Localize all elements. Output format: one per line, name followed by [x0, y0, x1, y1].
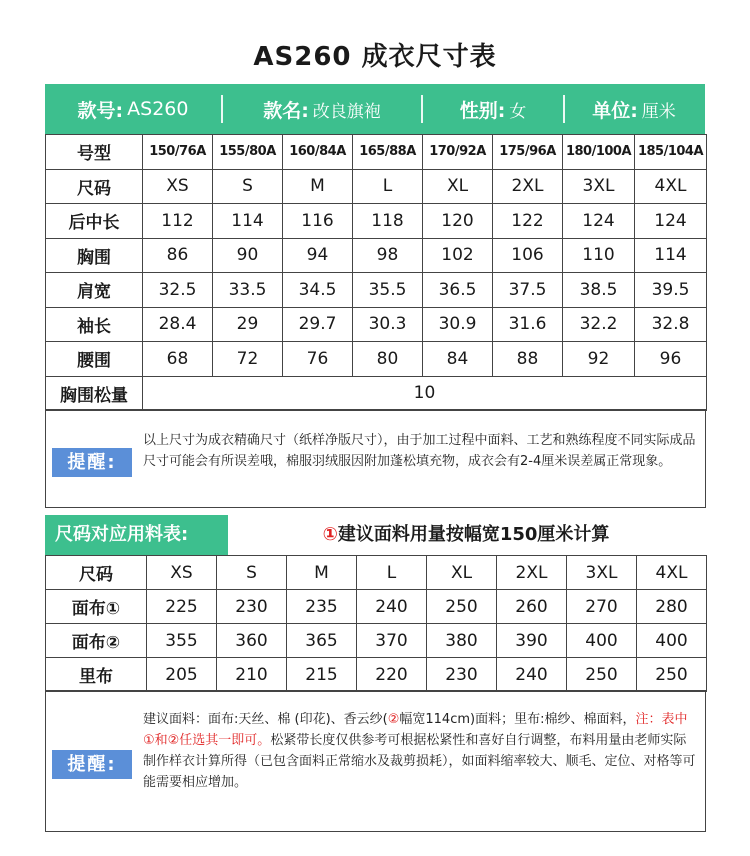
table-cell: 88 [493, 342, 563, 377]
tip2-red-note: 注：表中①和②任选其一即可。 [143, 712, 688, 748]
table-row [46, 169, 707, 204]
table-cell: 30.3 [353, 307, 423, 342]
tip1-text: 以上尺寸为成衣精确尺寸（纸样净版尺寸），由于加工过程中面料、工艺和熟练程度不同实际成品尺寸可能会有所误差哦，棉服羽绒服因附加蓬松填充物，成衣会有2-4厘米误差属正常现象。 [143, 433, 696, 469]
table-cell: 76 [283, 342, 353, 377]
fabric-note-circle: ① [322, 524, 338, 545]
row-label: 尺码 [46, 556, 147, 590]
tip2-text [143, 709, 698, 793]
row-label: 腰围 [46, 342, 143, 377]
table-row [46, 624, 707, 658]
table-cell: 33.5 [213, 273, 283, 308]
tip2-text-b: 幅宽114cm)面料；里布:棉纱、棉面料， [399, 712, 636, 727]
table-cell: 37.5 [493, 273, 563, 308]
table-cell: 90 [213, 238, 283, 273]
table-cell: 250 [427, 590, 497, 624]
table-cell: 92 [563, 342, 635, 377]
table-cell: 360 [217, 624, 287, 658]
tip2-label: 提醒: [52, 750, 132, 779]
table-cell: 270 [567, 590, 637, 624]
table-cell: 250 [637, 658, 707, 692]
size-table [45, 134, 707, 411]
table-cell: XL [423, 169, 493, 204]
table-cell: 355 [147, 624, 217, 658]
table-cell: 28.4 [143, 307, 213, 342]
tip2-text-c: 松紧带长度仅供参考可根据松紧性和喜好自行调整，布料用量由老师实际制作样衣计算所得（已包含面料正常缩水及裁剪损耗），如面料缩率较大、顺毛、定位、对格等可能需要相应增加。 [143, 733, 696, 790]
table-cell: XS [147, 556, 217, 590]
unit [565, 84, 703, 134]
table-cell: 250 [567, 658, 637, 692]
table-cell: 155/80A [213, 135, 283, 170]
table-cell: 4XL [635, 169, 707, 204]
divider [221, 95, 223, 123]
divider [421, 95, 423, 123]
table-cell: 106 [493, 238, 563, 273]
table-cell: 96 [635, 342, 707, 377]
table-cell: 34.5 [283, 273, 353, 308]
divider [563, 95, 565, 123]
page-title: AS260 成衣尺寸表 [253, 42, 497, 72]
row-label: 面布② [46, 624, 147, 658]
table-cell: 112 [143, 204, 213, 239]
table-cell: 4XL [637, 556, 707, 590]
table-cell: 39.5 [635, 273, 707, 308]
fabric-table [45, 555, 707, 692]
table-row [46, 556, 707, 590]
table-cell: M [287, 556, 357, 590]
table-cell: 365 [287, 624, 357, 658]
table-cell: 215 [287, 658, 357, 692]
table-cell: 32.8 [635, 307, 707, 342]
table-cell: 118 [353, 204, 423, 239]
table-cell: 210 [217, 658, 287, 692]
table-cell: 98 [353, 238, 423, 273]
table-cell: 370 [357, 624, 427, 658]
table-cell: 260 [497, 590, 567, 624]
table-cell: 280 [637, 590, 707, 624]
table-cell: 94 [283, 238, 353, 273]
table-cell: 36.5 [423, 273, 493, 308]
ease-value: 10 [143, 376, 707, 410]
table-row [46, 590, 707, 624]
style-name-value: 改良旗袍 [312, 101, 381, 122]
table-cell: 2XL [497, 556, 567, 590]
table-cell: 32.5 [143, 273, 213, 308]
table-cell: 400 [637, 624, 707, 658]
table-cell: 170/92A [423, 135, 493, 170]
table-cell: 86 [143, 238, 213, 273]
tip2-circle: ② [387, 712, 400, 727]
table-cell: 240 [497, 658, 567, 692]
fabric-note-text: 建议面料用量按幅宽150厘米计算 [337, 524, 610, 545]
table-cell: 380 [427, 624, 497, 658]
table-cell: 240 [357, 590, 427, 624]
table-cell: S [213, 169, 283, 204]
gender-value: 女 [509, 101, 527, 122]
table-cell: 29.7 [283, 307, 353, 342]
tip1-label: 提醒: [52, 448, 132, 477]
table-cell: 3XL [567, 556, 637, 590]
table-cell: 124 [563, 204, 635, 239]
table-cell: 124 [635, 204, 707, 239]
ease-label: 胸围松量 [46, 376, 143, 410]
table-cell: L [353, 169, 423, 204]
table-cell: 150/76A [143, 135, 213, 170]
row-label: 胸围 [46, 238, 143, 273]
table-cell: 114 [213, 204, 283, 239]
table-row [46, 238, 707, 273]
table-cell: 180/100A [563, 135, 635, 170]
table-cell: 175/96A [493, 135, 563, 170]
fabric-section-label: 尺码对应用料表: [45, 515, 228, 555]
table-cell: 30.9 [423, 307, 493, 342]
table-cell: 230 [217, 590, 287, 624]
style-name [223, 84, 421, 134]
unit-key: 单位: [592, 99, 638, 122]
table-cell: 165/88A [353, 135, 423, 170]
table-cell: 114 [635, 238, 707, 273]
table-cell: 122 [493, 204, 563, 239]
table-cell: 230 [427, 658, 497, 692]
table-cell: 3XL [563, 169, 635, 204]
table-cell: 38.5 [563, 273, 635, 308]
table-row [46, 307, 707, 342]
row-label: 后中长 [46, 204, 143, 239]
table-cell: 225 [147, 590, 217, 624]
table-cell: 185/104A [635, 135, 707, 170]
table-cell: 35.5 [353, 273, 423, 308]
table-row [46, 135, 707, 170]
gender-key: 性别: [459, 99, 506, 122]
row-label: 肩宽 [46, 273, 143, 308]
header-bar [45, 84, 705, 134]
table-cell: 220 [357, 658, 427, 692]
table-cell: S [217, 556, 287, 590]
table-cell: 2XL [493, 169, 563, 204]
table-cell: 110 [563, 238, 635, 273]
unit-value: 厘米 [641, 101, 676, 122]
tip2-text-a: 建议面料：面布:天丝、棉 (印花)、香云纱( [143, 712, 388, 727]
table-cell: 84 [423, 342, 493, 377]
table-cell: 29 [213, 307, 283, 342]
table-cell: 235 [287, 590, 357, 624]
table-cell: 32.2 [563, 307, 635, 342]
style-name-key: 款名: [263, 99, 309, 122]
row-label: 里布 [46, 658, 147, 692]
table-cell: M [283, 169, 353, 204]
table-cell: 120 [423, 204, 493, 239]
table-row [46, 204, 707, 239]
table-cell: 205 [147, 658, 217, 692]
style-no-key: 款号: [77, 99, 124, 122]
style-no [45, 84, 221, 134]
table-cell: 400 [567, 624, 637, 658]
table-cell: 160/84A [283, 135, 353, 170]
row-label: 袖长 [46, 307, 143, 342]
table-cell: 72 [213, 342, 283, 377]
table-cell: 68 [143, 342, 213, 377]
table-cell: 31.6 [493, 307, 563, 342]
row-label: 号型 [46, 135, 143, 170]
style-no-value: AS260 [127, 98, 189, 120]
table-row [46, 342, 707, 377]
row-label: 面布① [46, 590, 147, 624]
fabric-section-note [228, 515, 704, 555]
table-cell: 390 [497, 624, 567, 658]
table-cell: XL [427, 556, 497, 590]
ease-row [46, 376, 707, 410]
table-cell: 116 [283, 204, 353, 239]
table-cell: L [357, 556, 427, 590]
table-row [46, 273, 707, 308]
table-row [46, 658, 707, 692]
table-cell: 80 [353, 342, 423, 377]
gender [423, 84, 563, 134]
table-cell: XS [143, 169, 213, 204]
row-label: 尺码 [46, 169, 143, 204]
table-cell: 102 [423, 238, 493, 273]
